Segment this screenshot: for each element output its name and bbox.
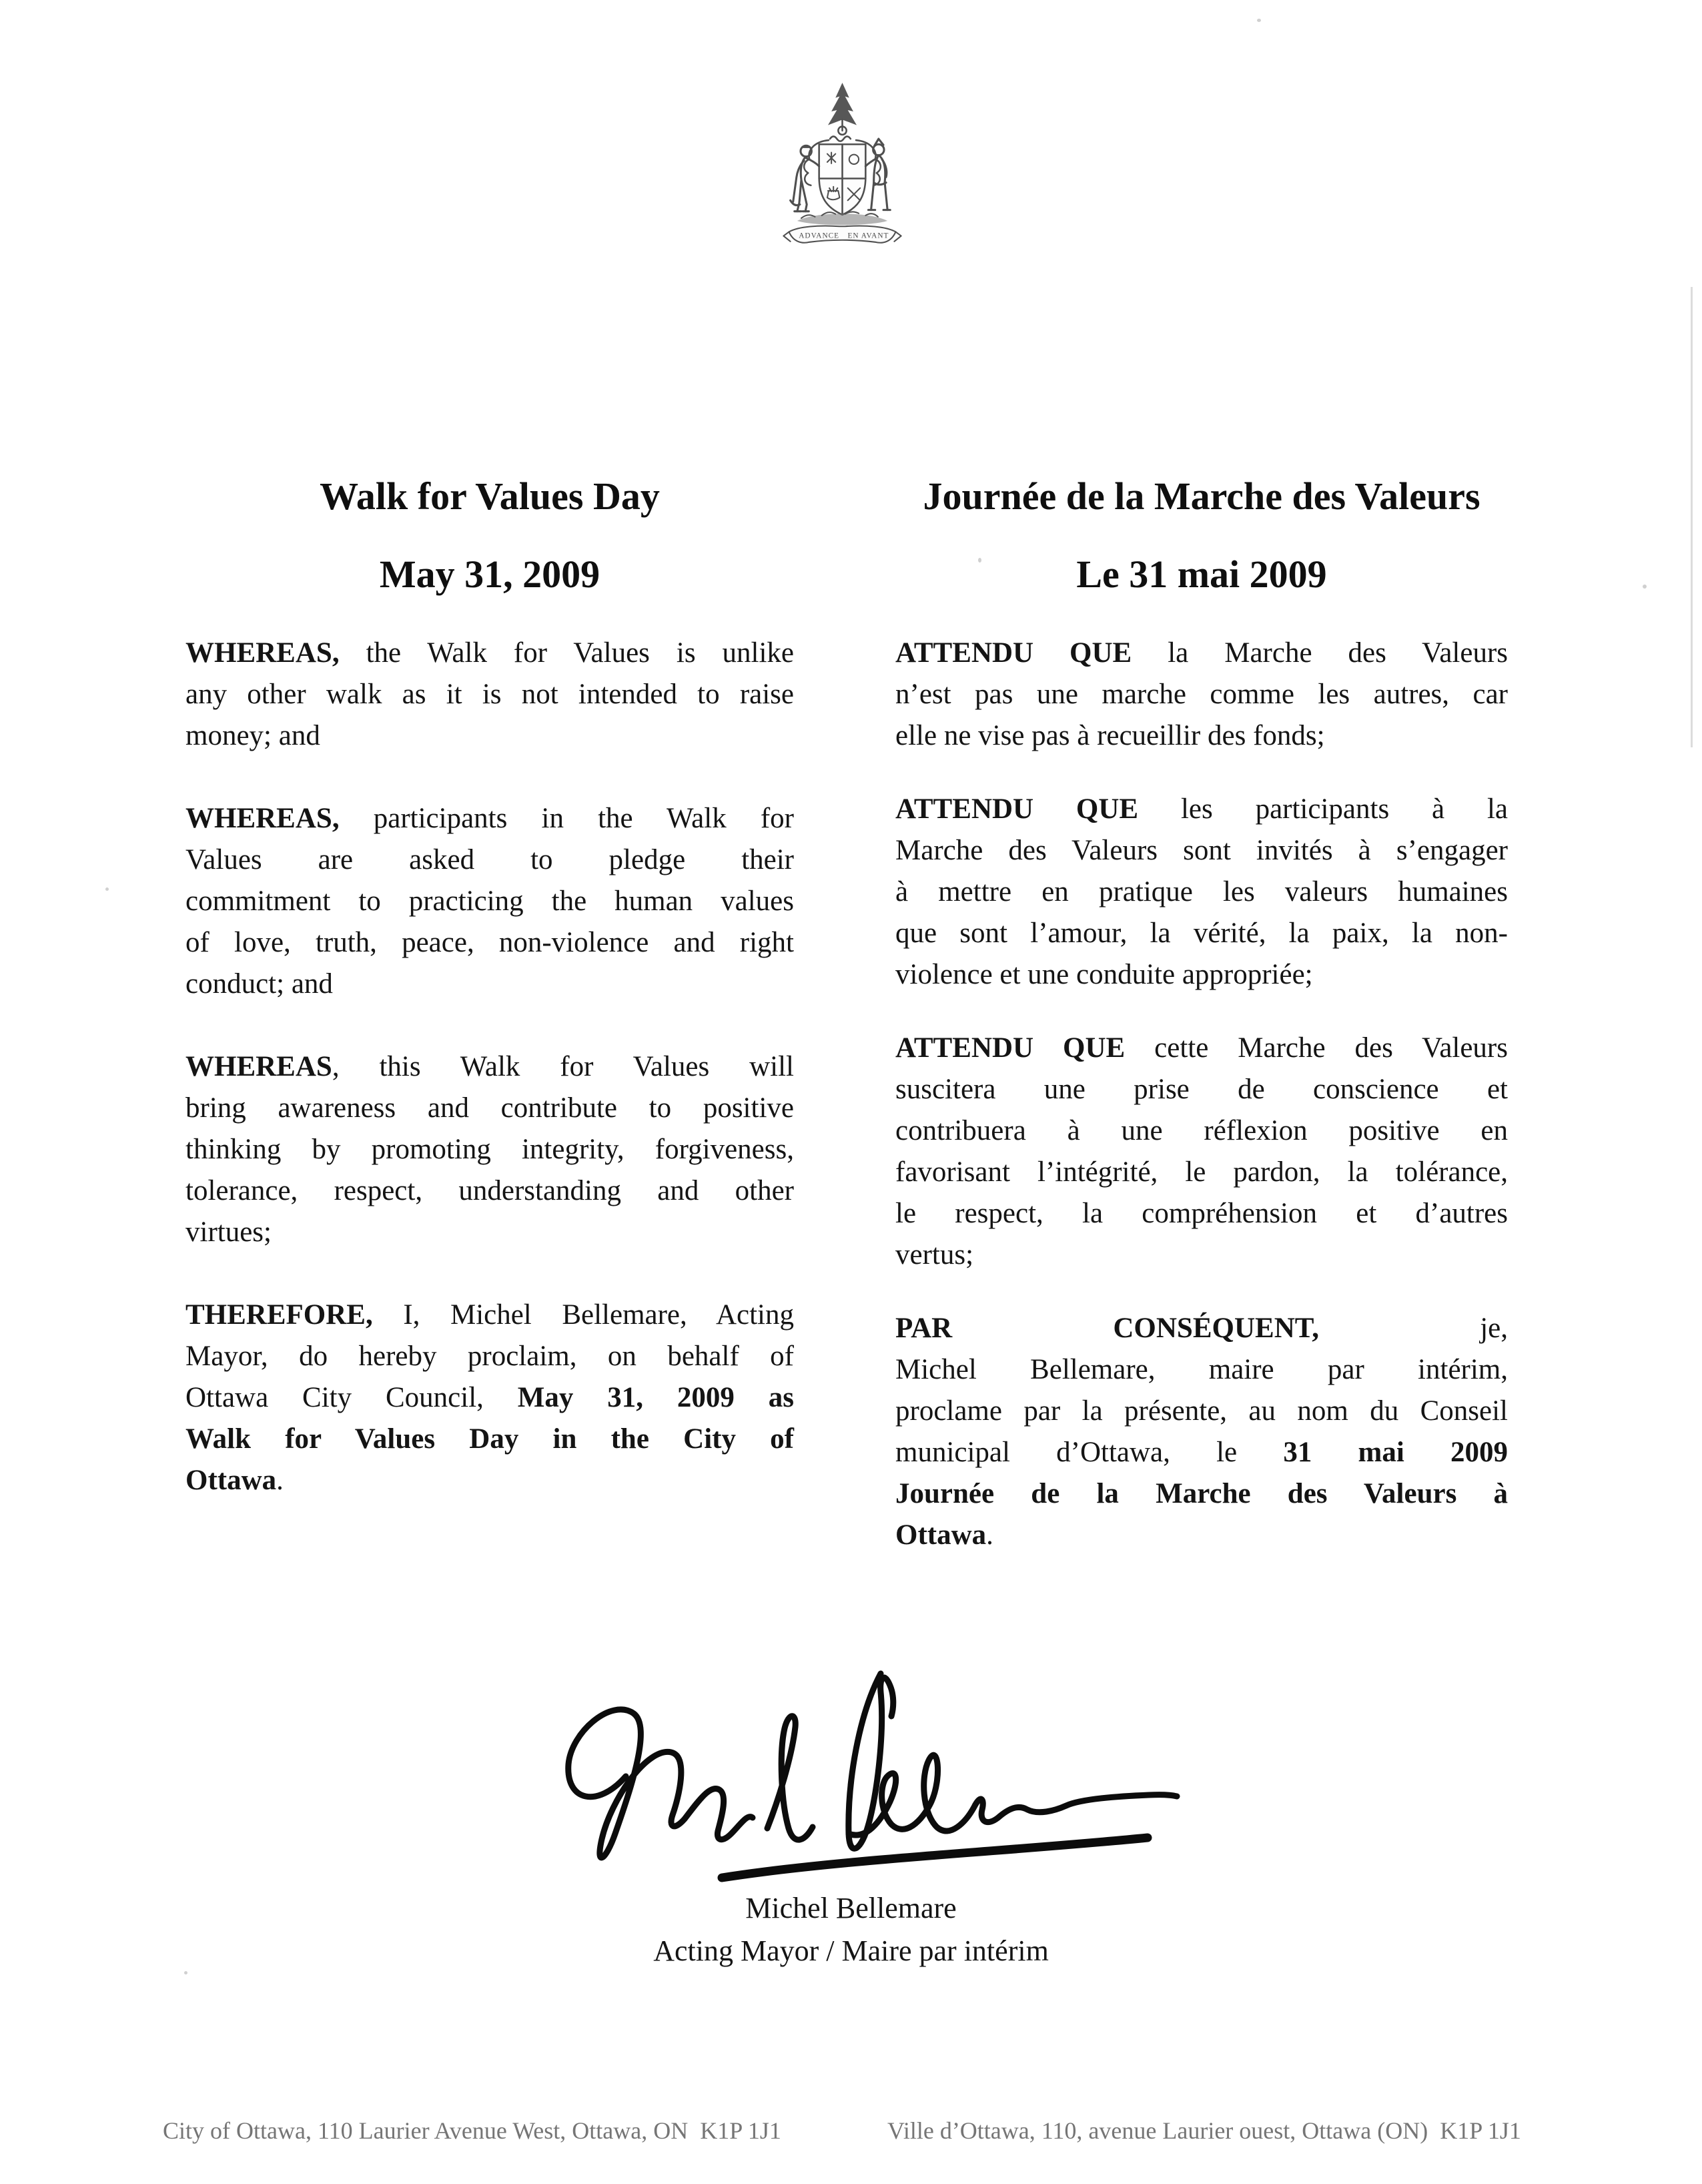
scan-speck [184, 1971, 187, 1974]
pine-tree-icon [828, 83, 857, 125]
english-title: Walk for Values Day [320, 474, 660, 518]
french-date: Le 31 mai 2009 [1076, 553, 1327, 596]
signatory-name: Michel Bellemare [745, 1892, 957, 1924]
scan-speck [105, 887, 109, 891]
footer-address-french: Ville d’Ottawa, 110, avenue Laurier ouest, Ottawa (ON) K1P 1J1 [887, 2117, 1521, 2144]
english-paragraphs [185, 633, 794, 1501]
french-title: Journée de la Marche des Valeurs [923, 474, 1480, 518]
scan-speck [1643, 585, 1647, 589]
footer-address-english: City of Ottawa, 110 Laurier Avenue West, Ottawa, ON K1P 1J1 [163, 2117, 781, 2144]
french-paragraph-attendu-1: ATTENDU QUE la Marche des Valeurs n’est pas une marche comme les autres, car elle ne vise pas à recueillir des fonds; [895, 637, 1509, 751]
scan-speck [978, 558, 981, 563]
torse-icon [830, 136, 851, 141]
scan-speck [1257, 19, 1261, 22]
signature-image [547, 1633, 1194, 1900]
motto-left-text: ADVANCE [799, 232, 840, 240]
english-paragraph-whereas-1: WHEREAS, the Walk for Values is unlike any other walk as it is not intended to raise money; and [185, 637, 794, 751]
english-paragraph-whereas-2: WHEREAS, participants in the Walk for Values are asked to pledge their commitment to practicing the human values of love, truth, peace, non-violence and right conduct; and [185, 803, 794, 1000]
scan-edge-shadow [1691, 287, 1693, 747]
bilingual-columns [185, 474, 1509, 1588]
signatory-title: Acting Mayor / Maire par intérim [653, 1934, 1049, 1967]
signature-underline [722, 1838, 1148, 1878]
column-french [895, 474, 1509, 1588]
french-paragraphs [895, 633, 1508, 1556]
french-paragraph-attendu-2: ATTENDU QUE les participants à la Marche des Valeurs sont invités à s’engager à mettre en pratique les valeurs humaines que sont l’amour, la vérité, la paix, la non- violence et une conduite appropriée; [895, 793, 1509, 990]
english-paragraph-therefore: THEREFORE, I, Michel Bellemare, Acting Mayor, do hereby proclaim, on behalf of Ottawa City Council, May 31, 2009 as Walk for Values Day in the City of Ottawa. [185, 1299, 794, 1496]
column-english [185, 474, 794, 1588]
motto-right-text: EN AVANT [847, 232, 889, 240]
french-paragraph-attendu-3: ATTENDU QUE cette Marche des Valeurs suscitera une prise de conscience et contribuera à une réflexion positive en favorisant l’intégrité, le pardon, la tolérance, le respect, la compréhension et d’autres vertus; [895, 1032, 1508, 1270]
english-date: May 31, 2009 [379, 553, 600, 596]
ottawa-coat-of-arms [774, 79, 911, 252]
english-paragraph-whereas-3: WHEREAS, this Walk for Values will bring awareness and contribute to positive thinking by promoting integrity, forgiveness, tolerance, respect, understanding and other virtues; [185, 1051, 794, 1248]
french-paragraph-consequent: PAR CONSÉQUENT, je, Michel Bellemare, maire par intérim, proclame par la présente, au nom du Conseil municipal d’Ottawa, le 31 mai 2009 Journée de la Marche des Valeurs à Ottawa. [895, 1313, 1508, 1551]
